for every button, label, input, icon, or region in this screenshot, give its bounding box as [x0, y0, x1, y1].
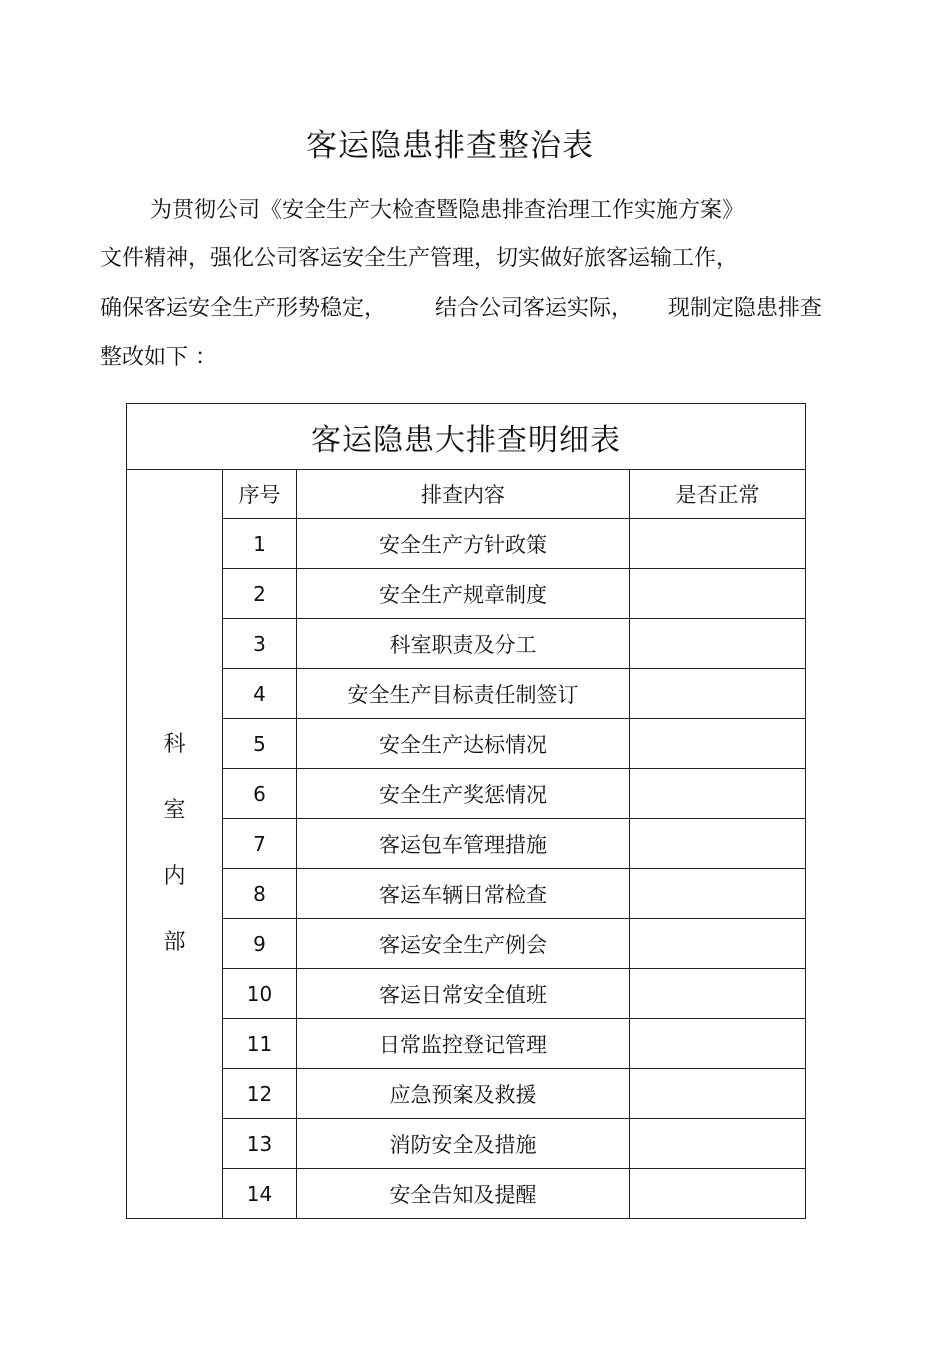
table-row: [127, 869, 806, 919]
row-status-cell[interactable]: [630, 1069, 806, 1119]
row-status-cell[interactable]: [630, 769, 806, 819]
row-content: 安全生产规章制度: [297, 569, 630, 619]
row-status-cell[interactable]: [630, 619, 806, 669]
table-row: [127, 769, 806, 819]
table-row: [127, 969, 806, 1019]
row-content: 安全生产方针政策: [297, 519, 630, 569]
row-status-cell[interactable]: [630, 719, 806, 769]
row-content: 安全生产达标情况: [297, 719, 630, 769]
row-status-cell[interactable]: [630, 869, 806, 919]
row-seq: 8: [223, 869, 297, 919]
table-row: [127, 1019, 806, 1069]
table-row: [127, 819, 806, 869]
table-row: [127, 619, 806, 669]
row-content: 安全告知及提醒: [297, 1169, 630, 1219]
row-status-cell[interactable]: [630, 1119, 806, 1169]
row-status-cell[interactable]: [630, 919, 806, 969]
table-row: [127, 669, 806, 719]
row-seq: 13: [223, 1119, 297, 1169]
document-title: 客运隐患排查整治表: [306, 128, 594, 164]
row-status-cell[interactable]: [630, 969, 806, 1019]
header-content: 排查内容: [297, 470, 630, 519]
row-seq: 12: [223, 1069, 297, 1119]
row-seq: 6: [223, 769, 297, 819]
row-content: 消防安全及措施: [297, 1119, 630, 1169]
row-seq: 11: [223, 1019, 297, 1069]
row-content: 客运日常安全值班: [297, 969, 630, 1019]
row-content: 科室职责及分工: [297, 619, 630, 669]
table-header-row: [127, 470, 806, 519]
row-content: 应急预案及救援: [297, 1069, 630, 1119]
row-status-cell[interactable]: [630, 1169, 806, 1219]
row-status-cell[interactable]: [630, 1019, 806, 1069]
row-seq: 2: [223, 569, 297, 619]
row-status-cell[interactable]: [630, 819, 806, 869]
row-content: 客运包车管理措施: [297, 819, 630, 869]
table-caption: 客运隐患大排查明细表: [127, 404, 806, 470]
row-seq: 5: [223, 719, 297, 769]
row-seq: 14: [223, 1169, 297, 1219]
row-seq: 4: [223, 669, 297, 719]
row-status-cell[interactable]: [630, 519, 806, 569]
section-label: 科室内部: [163, 732, 186, 955]
intro-line: 整改如下 ：: [100, 345, 217, 370]
row-content: 安全生产奖惩情况: [297, 769, 630, 819]
header-seq: 序号: [223, 470, 297, 519]
table-row: [127, 1169, 806, 1219]
intro-line: 确保客运安全生产形势稳定， 结合公司客运实际， 现制定隐患排查: [100, 296, 822, 321]
row-content: 安全生产目标责任制签订: [297, 669, 630, 719]
table-row: [127, 719, 806, 769]
section-label-cell: [127, 470, 223, 1219]
row-seq: 10: [223, 969, 297, 1019]
intro-line: 为贯彻公司《安全生产大检查暨隐患排查治理工作实施方案》: [150, 198, 745, 223]
intro-line: 文件精神，强化公司客运安全生产管理，切实做好旅客运输工作，: [100, 246, 739, 271]
row-content: 客运安全生产例会: [297, 919, 630, 969]
row-status-cell[interactable]: [630, 669, 806, 719]
row-seq: 9: [223, 919, 297, 969]
row-content: 日常监控登记管理: [297, 1019, 630, 1069]
row-seq: 1: [223, 519, 297, 569]
table-row: [127, 919, 806, 969]
table-row: [127, 519, 806, 569]
table-row: [127, 569, 806, 619]
table-row: [127, 1069, 806, 1119]
inspection-detail-table: [126, 403, 806, 1219]
row-status-cell[interactable]: [630, 569, 806, 619]
row-seq: 7: [223, 819, 297, 869]
row-content: 客运车辆日常检查: [297, 869, 630, 919]
table-row: [127, 1119, 806, 1169]
header-status: 是否正常: [630, 470, 806, 519]
row-seq: 3: [223, 619, 297, 669]
